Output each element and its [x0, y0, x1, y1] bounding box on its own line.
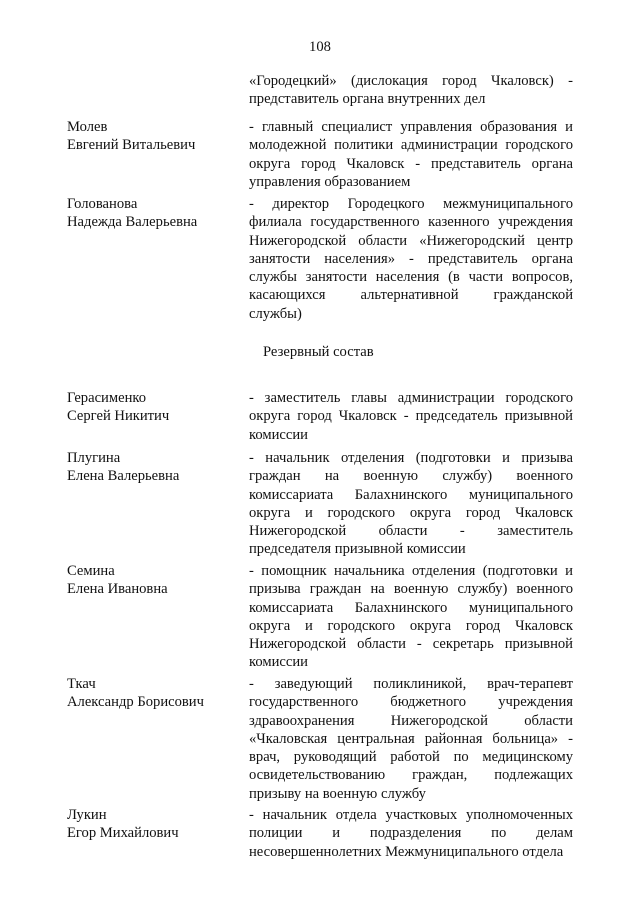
member-description: - директор Городецкого межмуниципального филиала государственного казенного учреждения Нижегородской области «Нижегородский центр занятости населения» - представитель органа службы занятости населения (в части вопросов, касающихся альтернативной гражданской службы) — [249, 196, 573, 322]
reserve-member-name: Семина Елена Ивановна — [67, 563, 168, 598]
member-description: - главный специалист управления образования и молодежной политики администрации городского округа город Чкаловск - представитель органа управления образованием — [249, 119, 573, 190]
reserve-member-name: Лукин Егор Михайлович — [67, 807, 179, 842]
section-title: Резервный состав — [263, 344, 374, 360]
reserve-member-description: - заведующий поликлиникой, врач-терапевт государственного бюджетного учреждения здравоохранения Нижегородской области «Чкаловская центральная районная больница» - врач, руководящий работой по медицинскому освидетельствованию граждан, подлежащих призыву на военную службу — [249, 676, 573, 802]
member-name: Голованова Надежда Валерьевна — [67, 196, 198, 231]
reserve-member-name: Плугина Елена Валерьевна — [67, 450, 180, 485]
member-name: Молев Евгений Витальевич — [67, 119, 196, 154]
continuation-description: «Городецкий» (дислокация город Чкаловск) - представитель органа внутренних дел — [249, 73, 573, 108]
reserve-member-description: - заместитель главы администрации городского округа город Чкаловск - председатель призывной комиссии — [249, 390, 573, 443]
reserve-member-description: - помощник начальника отделения (подготовки и призыва граждан на военную службу) военного комиссариата Балахнинского муниципального округа и городского округа город Чкаловск Нижегородской области - секретарь призывной комиссии — [249, 563, 573, 671]
reserve-member-name: Ткач Александр Борисович — [67, 676, 204, 711]
reserve-member-description: - начальник отделения (подготовки и призыва граждан на военную службу) военного комиссариата Балахнинского муниципального округа и городского округа город Чкаловск Нижегородской области - заместитель председателя призывной комиссии — [249, 450, 573, 558]
page-number: 108 — [309, 39, 331, 55]
reserve-member-description: - начальник отдела участковых уполномоченных полиции и подразделения по делам несовершеннолетних Межмуниципального отдела — [249, 807, 573, 860]
reserve-member-name: Герасименко Сергей Никитич — [67, 390, 170, 425]
